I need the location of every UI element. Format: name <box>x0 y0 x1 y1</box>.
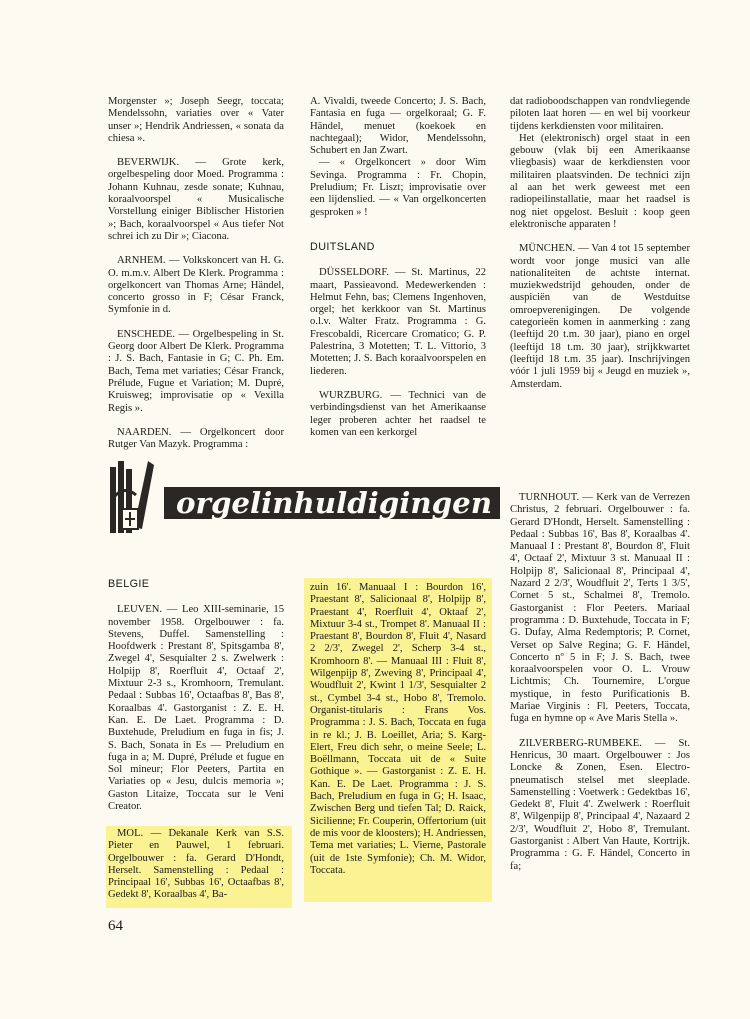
top-column-3 <box>510 96 690 403</box>
paragraph-leuven: LEUVEN. — Leo XIII-seminarie, 15 november 1958. Orgelbouwer : fa. Stevens, Duffel. Samenstelling : Hoofdwerk : Prestant 8', Spitsgamba 8', Zwegel 4', Sesquialter 2 s. Zwelwerk : Holpijp 8', Roerfluit 4', Octaaf 2', Mixtuur 2-3 s., Kromhoorn, Tremulant. Pedaal : Subbas 16', Octaafbas 8', Bas 8', Koraalbas 4'. Gastorganist : Z. E. H. Kan. E. De Laet. Programma : D. Buxtehude, Preludium en fuga in fis; J. S. Bach, Sonata in Es — Preludium en fuga in a; M. Dupré, Prélude et fugue en Sol mineur; Flor Peeters, Partita en Variaties op « Jesu, dulcis memoria »; Gaston Litaize, Toccata sur le Veni Creator. <box>108 604 284 813</box>
section-heading-belgie: BELGIE <box>108 578 150 590</box>
paragraph-elektronisch-orgel: Het (elektronisch) orgel staat in een gebouw (vlak bij een Amerikaanse vliegbasis) waar de kerkdiensten voor militairen plaatsvinden. De technici zijn al aan het werk geweest met een radiopeilinstallatie, maar het raadsel is nog niet opgelost. Besluit : koop geen elektronische apparaten ! <box>510 132 690 230</box>
paragraph-sevinga: — « Orgelkoncert » door Wim Sevinga. Programma : Fr. Chopin, Preludium; Fr. Liszt; improvisatie over een lijdenslied. — « Van orgelkoncerten gesproken » ! <box>310 157 486 218</box>
paragraph-turnhout: TURNHOUT. — Kerk van de Verrezen Christus, 2 februari. Orgelbouwer : fa. Gerard D'Hondt, Herselt. Samenstelling : Pedaal : Subbas 16', Bas 8', Koraalbas 4'. Manuaal I : Prestant 8', Bourdon 8', Fluit 4', Octaaf 2', Mixtuur 3 st. Manuaal II : Holpijp 8', Salicionaal 8', Principaal 4', Nazard 2 2/3', Woudfluit 2', Terts 1 3/5', Cornet 5 st., Schalmei 8', Tremolo. Gastorganist : Flor Peeters. Mariaal programma : D. Buxtehude, Toccata in F; G. Dufay, Alma Redemptoris; P. Cornet, Verset op Salve Regina; G. F. Händel, Concerto nº 5 in F; J. S. Bach, twee koraalvoorspelen voor O. L. Vrouw Lichtmis; Ch. Tournemire, L'orgue mystique, in festo Purificationis B. Mariae Virginis : Fl. Peeters, Toccata, fuga en hymne op « Ave Maris Stella ». <box>510 492 690 725</box>
paragraph: A. Vivaldi, tweede Concerto; J. S. Bach, Fantasia en fuga — orgelkoraal; G. F. Händel, menuet (koekoek en nachtegaal); Widor, Mendelssohn, Schubert en Jan Zwart. <box>310 96 486 157</box>
banner-title: orgelinhuldigingen <box>176 486 492 520</box>
organ-pipes-emblem-icon <box>110 461 154 533</box>
page-number: 64 <box>108 918 123 934</box>
bottom-column-1 <box>108 572 284 901</box>
paragraph-arnhem: ARNHEM. — Volkskoncert van H. G. O. m.m.v. Albert De Klerk. Programma : orgelkoncert van Thomas Arne; Händel, concerto grosso in F; César Franck, Symfonie in d. <box>108 255 284 316</box>
paragraph-zilverberg-rumbeke: ZILVERBERG-RUMBEKE. — St. Henricus, 30 maart. Orgelbouwer : Jos Loncke & Zonen, Esen. Electro-pneumatisch stelsel met sleeplade. Samenstelling : Voetwerk : Gedektbas 16', Gedekt 8', Fluit 4'. Zwelwerk : Roerfluit 8', Wilgenpijp 8', Principaal 4', Nazaard 2 2/3', Woudfluit 2', Hobo 8', Tremulant. Gastorganist : Albert Van Haute, Kortrijk. Programma : G. F. Händel, Concerto in fa; <box>510 737 690 872</box>
top-column-1 <box>108 96 284 463</box>
paragraph-mol-continued: zuin 16'. Manuaal I : Bourdon 16', Praestant 8', Salicionaal 8', Holpijp 8', Praestant 4', Roerfluit 4', Oktaaf 2', Mixtuur 3-4 st., Trompet 8'. Manuaal II : Praestant 8', Bourdon 8', Fluit 4', Nasard 2 2/3', Zwegel 2', Scherp 3-4 st., Kromhoorn 8'. — Manuaal III : Fluit 8', Wilgenpijp 8', Zweving 8', Principaal 4', Woudfluit 2', Kwint 1 1/3', Sesquialter 2 st., Cymbel 3-4 st., Hobo 8', Tremolo. Organist-titularis : Frans Vos. Programma : J. S. Bach, Toccata en fuga in re kl.; J. B. Loeillet, Aria; S. Karg-Elert, Freu dich sehr, o meine Seele; L. Boëllmann, Toccata uit de « Suite Gothique ». — Gastorganist : Z. E. H. Kan. E. De Laet. Programma : J. S. Bach, Preludium en fuga in G; H. Isaac, Zwischen Berg und tiefen Tal; D. Raick, Sicilienne; Fr. Couperin, Offertorium (uit de mis voor de kloosters); H. Andriessen, Tema met variaties; L. Vierne, Pastorale (uit de 1ste Symfonie); Ch. M. Widor, Toccata. <box>310 582 486 876</box>
paragraph-wurzburg: WURZBURG. — Technici van de verbindingsdienst van het Amerikaanse leger proberen achter het raadsel te komen van een kerkorgel <box>310 389 486 438</box>
paragraph-enschede: ENSCHEDE. — Orgelbespeling in St. Georg door Albert De Klerk. Programma : J. S. Bach, Fantasie in G; C. Ph. Em. Bach, Tema met variaties; César Franck, Prélude, Fugue et Variation; M. Dupré, Kruisweg; improvisatie op « Vexilla Regis ». <box>108 328 284 414</box>
paragraph-beverwijk: BEVERWIJK. — Grote kerk, orgelbespeling door Moed. Programma : Johann Kuhnau, zesde sonate; Kuhnau, koraalvoorspel « Musicalische Vorstellung einiger Biblischer Historien »; Bach, koraalvoorspel « Aus tiefer Not schrei ich zu Dir »; Ciacona. <box>108 157 284 242</box>
paragraph: Morgenster »; Joseph Seegr, toccata; Mendelssohn, variaties over « Vater unser »; Hendrik Andriessen, « sonata da chiesa ». <box>108 96 284 144</box>
section-heading-duitsland: DUITSLAND <box>310 240 375 253</box>
section-banner <box>108 457 500 545</box>
paragraph-mol: MOL. — Dekanale Kerk van S.S. Pieter en Pauwel, 1 februari. Orgelbouwer : fa. Gerard D'Hondt, Herselt. Samenstelling : Pedaal : Principaal 16', Subbas 16', Octaafbas 8', Gedekt 8', Koraalbas 4', Ba- <box>108 828 284 901</box>
top-column-2 <box>310 96 486 451</box>
bottom-column-2 <box>310 582 486 889</box>
paragraph-dusseldorf: DÜSSELDORF. — St. Martinus, 22 maart, Passieavond. Medewerkenden : Helmut Fehn, bas; Clemens Ingenhoven, orgel; het kerkkoor van St. Martinus o.l.v. Walter Fratz. Programma : G. Frescobaldi, Ricercare Cromatico; G. P. Palestrina, 3 Motetten; T. L. Vittorio, 3 Motetten; J. S. Bach koraalvoorspelen en liederen. <box>310 267 486 377</box>
paragraph-munchen: MÜNCHEN. — Van 4 tot 15 september wordt voor jonge musici van alle nationaliteiten de achtste internat. muziekwedstrijd gehouden, onder de auspiciën van de Westduitse omroepverenigingen. De volgende categorieën komen in aanmerking : zang (leeftijd 20 t.m. 30 jaar), piano en orgel (leeftijd 18 t.m. 30 jaar), strijkkwartet (leeftijd 18 t.m. 35 jaar). Inschrijvingen vóór 1 juli 1959 bij « Jeugd en muziek », Amsterdam. <box>510 243 690 390</box>
paragraph: dat radioboodschappen van rondvliegende piloten laat horen — en wel bij voorkeur tijdens kerkdiensten voor militairen. <box>510 96 690 132</box>
paragraph-naarden: NAARDEN. — Orgelkoncert door Rutger Van Mazyk. Programma : <box>108 426 284 451</box>
bottom-column-3 <box>510 492 690 885</box>
